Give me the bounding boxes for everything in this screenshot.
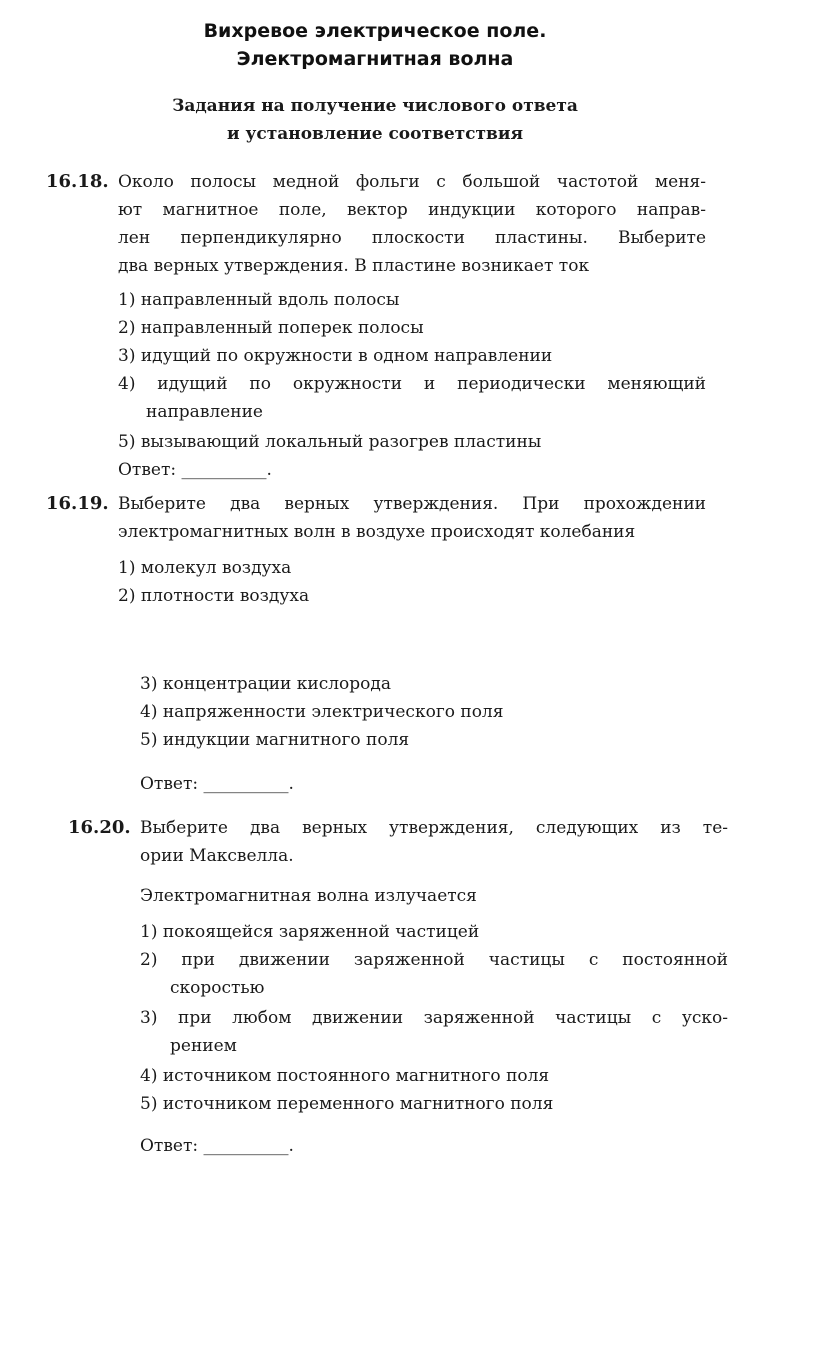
answer-option: 1) покоящейся заряженной частицей [140,922,480,942]
answer-option: 2) плотности воздуха [118,586,310,606]
answer-option: 5) источником переменного магнитного поля [140,1094,554,1114]
question-text-line: лен перпендикулярно плоскости пластины. Выберите [118,228,706,248]
answer-option: 4) напряженности электрического поля [140,702,504,722]
answer-option-continuation: рением [170,1036,237,1056]
answer-blank: Ответ: __________. [140,774,294,794]
answer-option: 4) идущий по окружности и периодически меняющий [118,374,706,394]
question-number: 16.18. [46,171,109,192]
answer-option: 3) концентрации кислорода [140,674,392,694]
answer-blank: Ответ: __________. [118,460,272,480]
question-number: 16.20. [68,817,131,838]
answer-option-continuation: скоростью [170,978,265,998]
answer-blank: Ответ: __________. [140,1136,294,1156]
question-text-line: ории Максвелла. [140,846,294,866]
answer-option: 2) при движении заряженной частицы с постоянной [140,950,728,970]
answer-option: 5) вызывающий локальный разогрев пластины [118,432,542,452]
question-text-line: два верных утверждения. В пластине возникает ток [118,256,590,276]
answer-option: 3) при любом движении заряженной частицы с уско- [140,1008,728,1028]
question-number: 16.19. [46,493,109,514]
section-heading-line1: Задания на получение числового ответа [172,96,578,116]
answer-option: 4) источником постоянного магнитного поля [140,1066,550,1086]
answer-option: 5) индукции магнитного поля [140,730,410,750]
page-title-line2: Электромагнитная волна [236,48,514,70]
answer-option-continuation: направление [146,402,263,422]
question-text-line: электромагнитных волн в воздухе происходят колебания [118,522,636,542]
question-text-line: Выберите два верных утверждения, следующих из те- [140,818,728,838]
page-title-line1: Вихревое электрическое поле. [203,20,547,42]
answer-option: 1) направленный вдоль полосы [118,290,400,310]
answer-option: 1) молекул воздуха [118,558,292,578]
answer-option: 3) идущий по окружности в одном направлении [118,346,553,366]
question-text-line: Выберите два верных утверждения. При прохождении [118,494,706,514]
section-heading-line2: и установление соответствия [226,124,524,144]
question-text-line: ют магнитное поле, вектор индукции которого направ- [118,200,706,220]
question-text-line: Около полосы медной фольги с большой частотой меня- [118,172,706,192]
question-lead: Электромагнитная волна излучается [140,886,477,906]
answer-option: 2) направленный поперек полосы [118,318,424,338]
